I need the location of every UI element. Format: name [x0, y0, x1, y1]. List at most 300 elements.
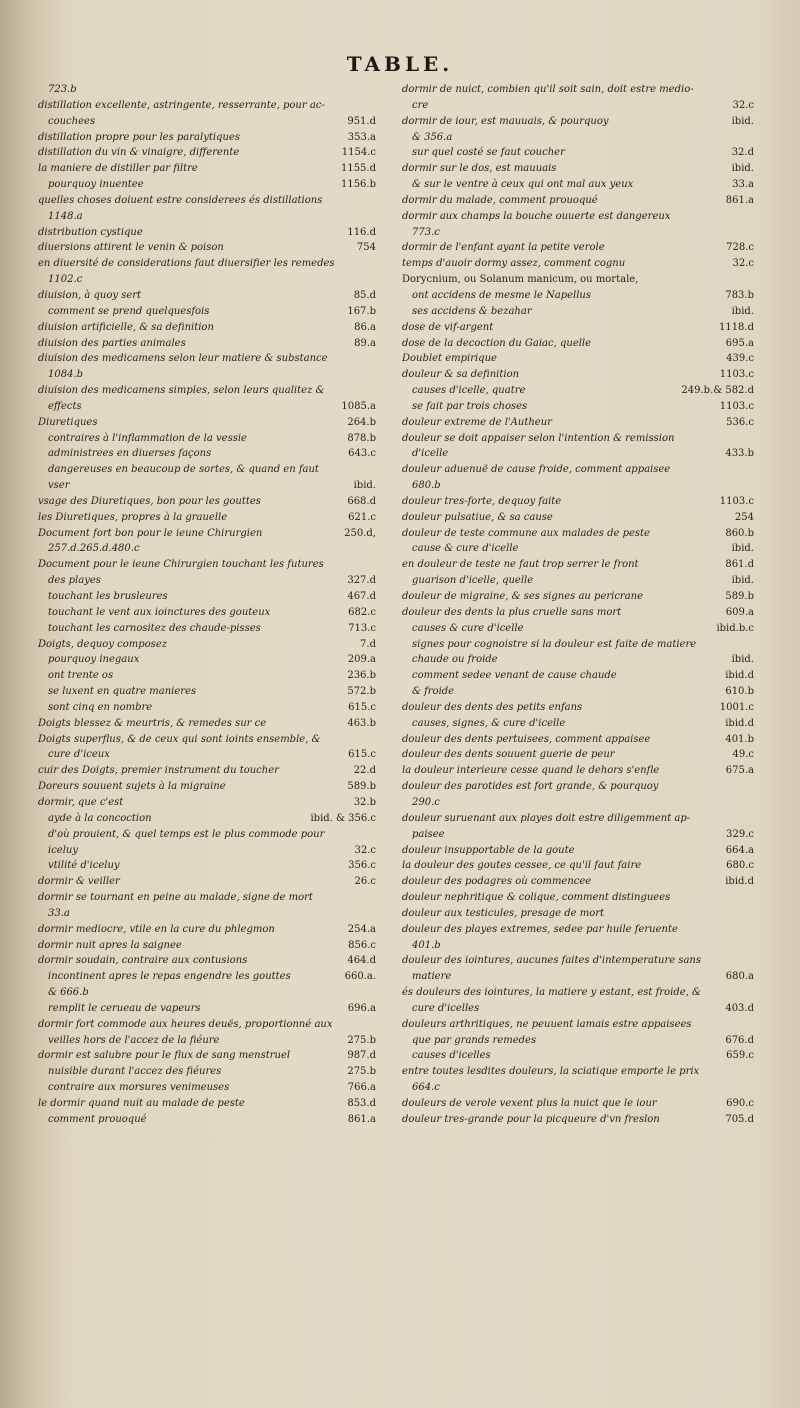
- index-entry: [38, 367, 376, 383]
- entry-text: la maniere de distiller par filtre: [38, 163, 198, 175]
- entry-text: vsage des Diuretiques, bon pour les gouttes: [38, 495, 261, 507]
- entry-text: douleur & sa definition: [402, 369, 520, 381]
- entry-page-ref: 696.a: [347, 1002, 376, 1014]
- index-entry: [402, 415, 754, 431]
- entry-text: douleur pulsatiue, & sa cause: [402, 511, 553, 523]
- entry-page-ref: 713.c: [348, 622, 376, 634]
- entry-text: dormir nuit apres la saignee: [38, 939, 182, 951]
- index-entry: [38, 336, 376, 352]
- entry-page-ref: ibid.d: [725, 670, 754, 682]
- entry-text: 257.d.265.d.480.c: [48, 543, 140, 555]
- entry-text: 33.a: [48, 907, 70, 919]
- entry-text: remplit le cerueau de vapeurs: [48, 1002, 201, 1014]
- entry-text: Document fort bon pour le ieune Chirurgien: [38, 527, 263, 539]
- index-entry: [38, 193, 376, 209]
- entry-text: Doigts superflus, & de ceux qui sont ioints ensemble, &: [38, 733, 321, 745]
- entry-page-ref: 659.c: [726, 1050, 754, 1062]
- index-entry: [38, 114, 376, 130]
- index-entry: [402, 383, 754, 399]
- entry-text: Doublet empirique: [402, 353, 497, 365]
- entry-text: douleurs de verole vexent plus la nuict que le iour: [402, 1098, 657, 1109]
- entry-page-ref: 463.b: [347, 717, 376, 729]
- entry-text: comment prouoqué: [48, 1113, 147, 1125]
- index-entry: [38, 462, 376, 478]
- entry-text: douleurs arthritiques, ne peuuent iamais estre appaisees: [402, 1018, 692, 1030]
- entry-text: dormir de l'enfant ayant la petite verole: [402, 242, 605, 254]
- index-entry: [402, 811, 754, 827]
- entry-text: couchees: [48, 115, 96, 127]
- entry-text: Diuretiques: [38, 416, 98, 428]
- index-entry: [402, 938, 754, 954]
- entry-text: douleur suruenant aux playes doit estre diligemment ap-: [402, 812, 691, 824]
- entry-page-ref: 783.b: [725, 289, 754, 301]
- entry-text: comment se prend quelquesfois: [48, 305, 210, 317]
- index-entry: [402, 1017, 754, 1033]
- entry-page-ref: 32.c: [354, 844, 376, 856]
- entry-page-ref: 353.a: [347, 131, 376, 143]
- index-entry: [38, 541, 376, 557]
- entry-page-ref: 1103.c: [719, 495, 754, 507]
- index-entry: [38, 415, 376, 431]
- entry-page-ref: ibid.: [731, 115, 754, 127]
- entry-text: douleur des parotides est fort grande, & pourquoy: [402, 781, 659, 793]
- entry-text: iceluy: [48, 844, 79, 856]
- entry-page-ref: 951.d: [347, 115, 376, 127]
- index-entry: [402, 969, 754, 985]
- entry-page-ref: 49.c: [732, 749, 754, 761]
- entry-text: distillation propre pour les paralytiques: [38, 131, 240, 143]
- index-entry: [38, 874, 376, 890]
- index-entry: [38, 145, 376, 161]
- entry-page-ref: 660.a.: [344, 971, 376, 983]
- entry-text: dormir de nuict, combien qu'il soit sain, doit estre medio-: [402, 84, 694, 95]
- index-entry: [38, 953, 376, 969]
- entry-page-ref: 464.d: [347, 955, 376, 967]
- entry-page-ref: 86.a: [354, 321, 376, 333]
- index-entry: [38, 700, 376, 716]
- index-entry: [402, 130, 754, 146]
- index-entry: [38, 320, 376, 336]
- entry-text: effects: [48, 400, 82, 412]
- entry-page-ref: 643.c: [348, 448, 376, 460]
- entry-text: douleur des iointures, aucunes faites d'intemperature sans: [402, 955, 702, 967]
- index-entry: [402, 1033, 754, 1049]
- entry-text: sont cinq en nombre: [48, 701, 153, 713]
- index-entry: [402, 336, 754, 352]
- index-entry: [38, 1096, 376, 1112]
- entry-text: sur quel costé se faut coucher: [412, 147, 565, 159]
- index-entry: [38, 890, 376, 906]
- entry-text: incontinent apres le repas engendre les gouttes: [48, 971, 291, 983]
- entry-page-ref: 403.d: [725, 1002, 754, 1014]
- index-entry: [402, 351, 754, 367]
- entry-text: douleur des dents pertuisees, comment appaisee: [402, 733, 651, 745]
- index-entry: [402, 1096, 754, 1112]
- index-entry: [38, 510, 376, 526]
- entry-page-ref: ibid.d: [725, 876, 754, 888]
- entry-text: touchant les brusleures: [48, 591, 168, 602]
- index-entry: [38, 732, 376, 748]
- entry-page-ref: 209.a: [347, 654, 376, 666]
- entry-page-ref: 861.a: [347, 1113, 376, 1125]
- index-entry: [402, 462, 754, 478]
- entry-page-ref: 680.a: [725, 971, 754, 983]
- index-entry: [402, 1064, 754, 1080]
- index-entry: [38, 431, 376, 447]
- index-entry: [402, 510, 754, 526]
- entry-text: entre toutes lesdites douleurs, la sciatique emporte le prix: [402, 1066, 700, 1078]
- entry-text: douleur se doit appaiser selon l'intention & remission: [402, 432, 675, 444]
- entry-text: des playes: [48, 575, 101, 587]
- entry-page-ref: 589.b: [347, 781, 376, 793]
- index-entry: [402, 240, 754, 256]
- entry-text: 664.c: [412, 1082, 440, 1094]
- page-title: TABLE.: [346, 52, 454, 76]
- entry-page-ref: 7.d: [360, 638, 376, 650]
- entry-text: se fait par trois choses: [412, 400, 528, 412]
- entry-page-ref: 680.c: [726, 860, 754, 872]
- entry-page-ref: 33.a: [732, 179, 754, 191]
- entry-page-ref: ibid.: [731, 654, 754, 666]
- index-entry: [38, 351, 376, 367]
- entry-page-ref: 609.a: [725, 606, 754, 618]
- index-entry: [38, 938, 376, 954]
- entry-text: dormir fort commode aux heures deuës, proportionné aux: [38, 1018, 333, 1030]
- entry-text: touchant le vent aux ioinctures des gouteux: [48, 606, 271, 618]
- index-entry: [402, 82, 754, 98]
- entry-text: la douleur interieure cesse quand le dehors s'enfle: [402, 765, 660, 777]
- entry-text: douleur des dents souuent guerie de peur: [402, 749, 615, 761]
- entry-page-ref: 32.b: [353, 796, 376, 808]
- index-entry: [402, 367, 754, 383]
- index-entry: [402, 478, 754, 494]
- entry-text: dangereuses en beaucoup de sortes, & quand en faut: [48, 464, 319, 476]
- entry-text: diuision artificielle, & sa definition: [38, 321, 214, 333]
- entry-text: guarison d'icelle, quelle: [412, 575, 534, 587]
- entry-page-ref: 401.b: [725, 733, 754, 745]
- entry-text: Document pour le ieune Chirurgien touchant les futures: [38, 559, 324, 571]
- entry-text: administrees en diuerses façons: [48, 448, 212, 460]
- index-entry: [402, 827, 754, 843]
- entry-page-ref: 589.b: [725, 591, 754, 602]
- index-entry: [402, 161, 754, 177]
- entry-text: distillation excellente, astringente, resserrante, pour ac-: [38, 99, 325, 111]
- entry-page-ref: 1103.c: [719, 369, 754, 381]
- index-entry: [38, 557, 376, 573]
- index-entry: [402, 526, 754, 542]
- entry-text: se luxent en quatre manieres: [48, 686, 197, 698]
- entry-page-ref: 621.c: [348, 511, 376, 523]
- index-entry: [38, 573, 376, 589]
- entry-page-ref: 987.d: [347, 1050, 376, 1062]
- entry-text: diuision des medicamens simples, selon leurs qualitez &: [38, 385, 325, 397]
- entry-text: & 356.a: [412, 131, 453, 143]
- entry-text: douleur insupportable de la goute: [402, 844, 575, 856]
- entry-text: douleur extreme de l'Autheur: [402, 416, 552, 428]
- index-entry: [38, 494, 376, 510]
- index-entry: [38, 98, 376, 114]
- entry-text: dormir aux champs la bouche ouuerte est dangereux: [402, 210, 671, 222]
- index-entry: [38, 827, 376, 843]
- entry-page-ref: 356.c: [348, 860, 376, 872]
- index-entry: [402, 446, 754, 462]
- entry-page-ref: 861.d: [725, 559, 754, 571]
- entry-text: douleur de teste commune aux malades de peste: [402, 527, 650, 539]
- index-entry: [38, 906, 376, 922]
- entry-text: ont trente os: [48, 670, 114, 682]
- entry-text: dormir & veiller: [38, 876, 120, 888]
- index-entry: [38, 1017, 376, 1033]
- index-entry: [402, 1001, 754, 1017]
- index-entry: [38, 1112, 376, 1128]
- entry-text: Doigts blessez & meurtris, & remedes sur ce: [38, 717, 267, 729]
- index-entry: [38, 1001, 376, 1017]
- entry-text: Dorycnium, ou Solanum manicum, ou mortale,: [402, 274, 639, 286]
- entry-text: 1148.a: [48, 210, 83, 222]
- entry-text: dormir soudain, contraire aux contusions: [38, 955, 248, 967]
- entry-page-ref: 250.d,: [344, 527, 376, 539]
- entry-text: chaude ou froide: [412, 654, 498, 666]
- entry-text: Doreurs souuent sujets à la migraine: [38, 781, 226, 793]
- entry-text: douleur tres-grande pour la picqueure d'vn freslon: [402, 1113, 660, 1125]
- index-entry: [38, 446, 376, 462]
- entry-page-ref: 236.b: [347, 670, 376, 682]
- index-entry: [38, 82, 376, 98]
- entry-text: vtilité d'iceluy: [48, 860, 120, 872]
- index-entry: [402, 906, 754, 922]
- entry-page-ref: 856.c: [348, 939, 376, 951]
- entry-text: paisee: [412, 828, 445, 840]
- index-entry: [402, 541, 754, 557]
- entry-text: douleur des dents la plus cruelle sans mort: [402, 606, 622, 618]
- index-entry: [402, 795, 754, 811]
- entry-page-ref: 675.a: [725, 765, 754, 777]
- entry-text: cure d'iceux: [48, 749, 110, 761]
- entry-page-ref: 668.d: [347, 495, 376, 507]
- entry-text: dormir sur le dos, est mauuais: [402, 163, 557, 175]
- entry-page-ref: 853.d: [347, 1098, 376, 1109]
- index-entry: [402, 732, 754, 748]
- entry-page-ref: 254: [734, 511, 754, 523]
- entry-text: quelles choses doiuent estre considerees és distillations: [38, 194, 323, 206]
- index-entry: [402, 953, 754, 969]
- right-index-column: [402, 82, 754, 1128]
- index-entry: [38, 716, 376, 732]
- entry-text: veilles hors de l'accez de la fiéure: [48, 1034, 220, 1046]
- entry-text: dose de la decoction du Gaiac, quelle: [402, 337, 592, 349]
- entry-text: douleur tres-forte, dequoy faite: [402, 495, 562, 507]
- entry-text: douleur de migraine, & ses signes au pericrane: [402, 591, 644, 602]
- index-entry: [402, 668, 754, 684]
- entry-text: ayde à la concoction: [48, 812, 152, 824]
- entry-text: ont accidens de mesme le Napellus: [412, 289, 591, 301]
- entry-text: dormir se tournant en peine au malade, signe de mort: [38, 892, 313, 904]
- index-entry: [402, 573, 754, 589]
- entry-page-ref: ibid.d: [725, 717, 754, 729]
- entry-page-ref: 536.c: [726, 416, 754, 428]
- entry-text: 401.b: [412, 939, 441, 951]
- index-entry: [402, 874, 754, 890]
- index-entry: [38, 811, 376, 827]
- entry-text: nuisible durant l'accez des fiéures: [48, 1066, 222, 1078]
- entry-page-ref: 116.d: [347, 226, 376, 238]
- entry-text: temps d'auoir dormy assez, comment cognu: [402, 258, 626, 270]
- entry-text: distribution cystique: [38, 226, 143, 238]
- index-entry: [402, 272, 754, 288]
- index-entry: [402, 922, 754, 938]
- index-entry: [38, 1048, 376, 1064]
- entry-text: diuersions attirent le venin & poison: [38, 242, 224, 254]
- entry-page-ref: 1155.d: [340, 163, 376, 175]
- entry-page-ref: 676.d: [725, 1034, 754, 1046]
- index-entry: [402, 557, 754, 573]
- index-entry: [38, 621, 376, 637]
- entry-page-ref: 695.a: [725, 337, 754, 349]
- entry-text: 723.b: [48, 84, 77, 95]
- index-entry: [402, 716, 754, 732]
- index-entry: [38, 383, 376, 399]
- index-entry: [402, 621, 754, 637]
- entry-page-ref: 878.b: [347, 432, 376, 444]
- entry-text: & sur le ventre à ceux qui ont mal aux yeux: [412, 179, 634, 191]
- entry-text: que par grands remedes: [412, 1034, 537, 1046]
- entry-text: en diuersité de considerations faut diuersifier les remedes: [38, 258, 335, 270]
- index-entry: [38, 684, 376, 700]
- left-index-column: [38, 82, 376, 1128]
- entry-page-ref: 664.a: [725, 844, 754, 856]
- entry-page-ref: 329.c: [726, 828, 754, 840]
- entry-page-ref: 1085.a: [341, 400, 376, 412]
- entry-text: douleur des podagres où commencee: [402, 876, 592, 888]
- entry-text: douleur des dents des petits enfans: [402, 701, 583, 713]
- index-entry: [402, 763, 754, 779]
- index-entry: [402, 1080, 754, 1096]
- entry-text: diuision des medicamens selon leur matiere & substance: [38, 353, 328, 365]
- index-entry: [38, 1033, 376, 1049]
- index-entry: [402, 320, 754, 336]
- entry-text: le dormir quand nuit au malade de peste: [38, 1098, 245, 1109]
- index-entry: [38, 256, 376, 272]
- entry-text: 290.c: [412, 796, 440, 808]
- index-entry: [38, 1064, 376, 1080]
- entry-text: 680.b: [412, 480, 441, 492]
- index-entry: [402, 256, 754, 272]
- entry-page-ref: 615.c: [348, 701, 376, 713]
- entry-page-ref: 32.c: [732, 99, 754, 111]
- index-entry: [38, 985, 376, 1001]
- entry-text: causes d'icelle, quatre: [412, 385, 526, 397]
- index-entry: [38, 288, 376, 304]
- index-entry: [38, 399, 376, 415]
- index-entry: [402, 684, 754, 700]
- entry-text: 773.c: [412, 226, 440, 238]
- entry-page-ref: 26.c: [354, 876, 376, 888]
- entry-text: dormir, que c'est: [38, 796, 124, 808]
- entry-page-ref: ibid.b.c: [716, 622, 754, 634]
- entry-page-ref: 254.a: [347, 923, 376, 935]
- entry-page-ref: ibid.: [731, 305, 754, 317]
- entry-text: en douleur de teste ne faut trop serrer le front: [402, 559, 639, 571]
- entry-page-ref: 572.b: [347, 686, 376, 698]
- index-entry: [402, 304, 754, 320]
- entry-page-ref: 615.c: [348, 749, 376, 761]
- entry-text: d'icelle: [412, 448, 449, 460]
- index-entry: [402, 399, 754, 415]
- entry-text: dormir de iour, est mauuais, & pourquoy: [402, 115, 609, 127]
- index-entry: [402, 637, 754, 653]
- entry-text: 1102.c: [48, 274, 83, 286]
- index-entry: [402, 652, 754, 668]
- index-entry: [402, 747, 754, 763]
- entry-page-ref: 275.b: [347, 1034, 376, 1046]
- entry-text: dormir mediocre, vtile en la cure du phlegmon: [38, 923, 275, 935]
- entry-text: diuision, à quoy sert: [38, 289, 142, 301]
- entry-text: causes & cure d'icelle: [412, 622, 524, 634]
- index-entry: [38, 668, 376, 684]
- index-entry: [402, 985, 754, 1001]
- entry-text: contraires à l'inflammation de la vessie: [48, 432, 247, 444]
- index-entry: [402, 98, 754, 114]
- entry-page-ref: 249.b.& 582.d: [681, 385, 754, 397]
- index-entry: [38, 747, 376, 763]
- entry-page-ref: 610.b: [725, 686, 754, 698]
- index-entry: [38, 589, 376, 605]
- entry-page-ref: 1156.b: [340, 179, 376, 191]
- entry-text: 1084.b: [48, 369, 84, 381]
- entry-text: d'où prouient, & quel temps est le plus commode pour: [48, 828, 325, 840]
- index-entry: [402, 494, 754, 510]
- index-entry: [38, 240, 376, 256]
- entry-page-ref: 1103.c: [719, 400, 754, 412]
- index-entry: [38, 130, 376, 146]
- entry-text: dormir du malade, comment prouoqué: [402, 194, 598, 206]
- index-entry: [402, 605, 754, 621]
- entry-page-ref: 860.b: [725, 527, 754, 539]
- entry-text: & froide: [412, 686, 455, 698]
- index-entry: [402, 225, 754, 241]
- index-entry: [402, 193, 754, 209]
- entry-text: dormir est salubre pour le flux de sang menstruel: [38, 1050, 291, 1062]
- entry-page-ref: ibid.: [731, 543, 754, 555]
- index-entry: [402, 145, 754, 161]
- entry-text: pourquoy inuentee: [48, 179, 144, 191]
- entry-text: signes pour cognoistre si la douleur est faite de matiere: [412, 638, 697, 650]
- entry-page-ref: 1118.d: [718, 321, 754, 333]
- index-entry: [402, 209, 754, 225]
- entry-text: dose de vif-argent: [402, 321, 494, 333]
- entry-text: cure d'icelles: [412, 1002, 480, 1014]
- index-entry: [38, 779, 376, 795]
- entry-page-ref: 705.d: [725, 1113, 754, 1125]
- index-entry: [38, 526, 376, 542]
- entry-page-ref: 433.b: [725, 448, 754, 460]
- entry-text: les Diuretiques, propres à la grauelle: [38, 511, 228, 523]
- entry-page-ref: 682.c: [348, 606, 376, 618]
- index-entry: [402, 843, 754, 859]
- index-entry: [38, 478, 376, 494]
- index-entry: [402, 1048, 754, 1064]
- entry-page-ref: 22.d: [353, 765, 376, 777]
- index-entry: [402, 858, 754, 874]
- entry-text: Doigts, dequoy composez: [38, 638, 167, 650]
- entry-text: douleur aduenuë de cause froide, comment appaisee: [402, 464, 671, 476]
- entry-page-ref: 32.d: [731, 147, 754, 159]
- index-entry: [38, 922, 376, 938]
- index-entry: [38, 272, 376, 288]
- entry-text: douleur nephritique & colique, comment distinguees: [402, 892, 671, 904]
- entry-text: és douleurs des iointures, la matiere y estant, est froide, &: [402, 987, 701, 999]
- index-entry: [38, 843, 376, 859]
